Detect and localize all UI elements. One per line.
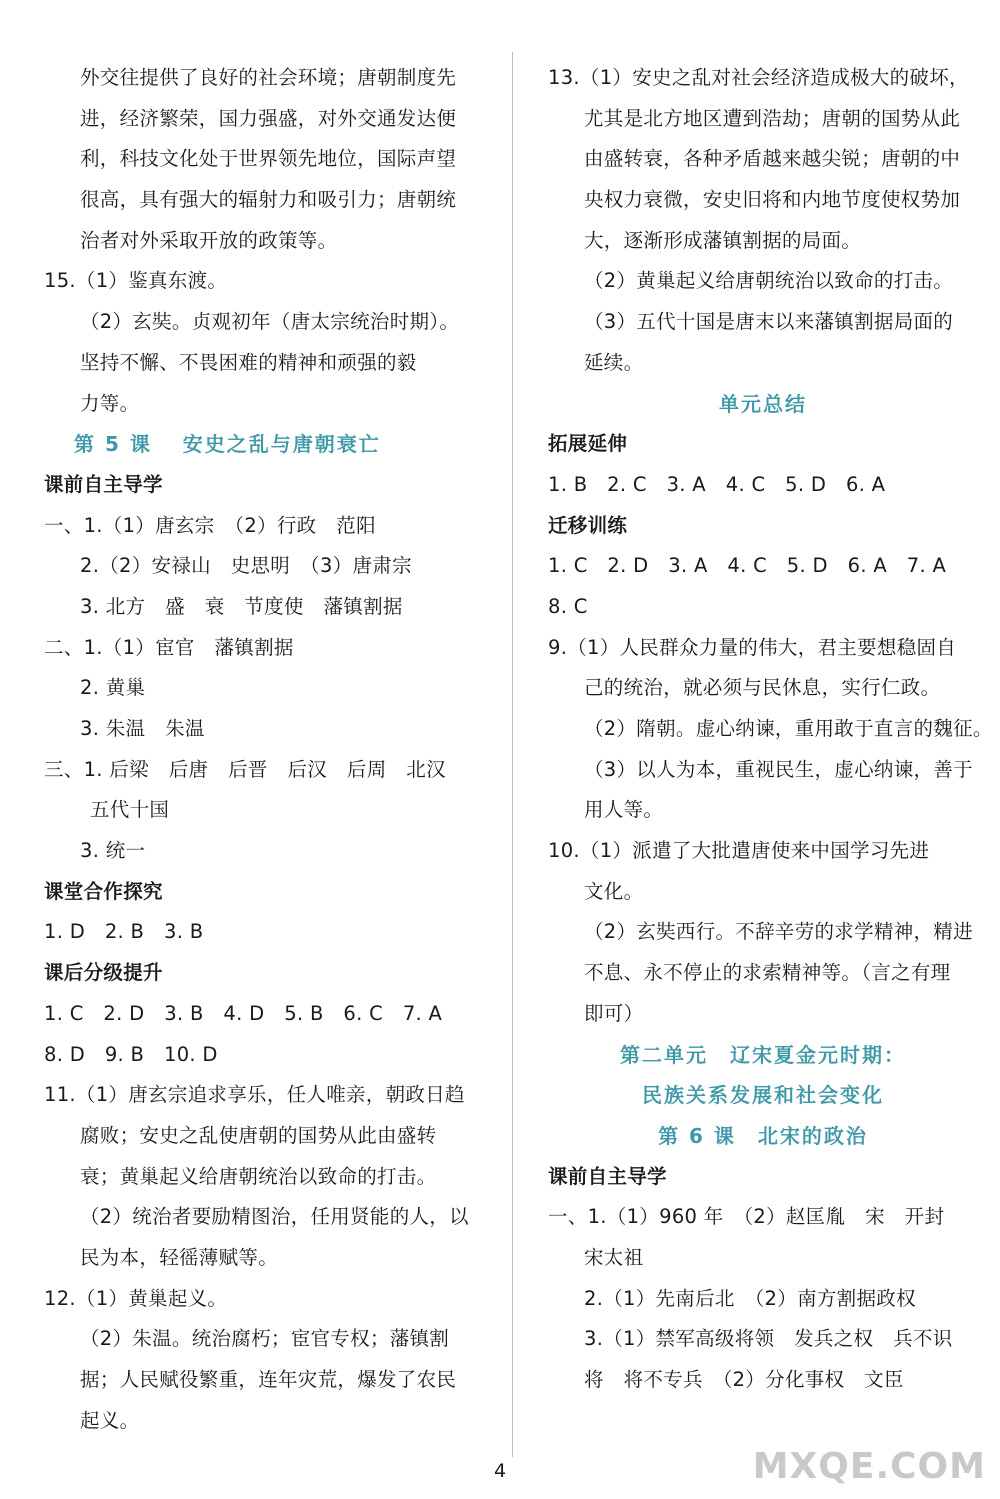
left_column-line: 3. 北方 盛 衰 节度使 藩镇割据 (80, 594, 403, 618)
left_column-line: 治者对外采取开放的政策等。 (80, 228, 338, 252)
left_column-line: 据；人民赋役繁重，连年灾荒，爆发了农民 (80, 1368, 457, 1391)
right_column-line: （3）以人为本，重视民生，虚心纳谏，善于 (584, 757, 973, 781)
left_column-line: 第 5 课 安史之乱与唐朝衰亡 (74, 432, 381, 457)
left_column-line: 1. C 2. D 3. B 4. D 5. B 6. C 7. A (44, 1001, 443, 1025)
right_column-line: 文化。 (584, 879, 644, 903)
right_column-line: 13.（1）安史之乱对社会经济造成极大的破坏， (548, 66, 969, 89)
left_column-line: 2.（2）安禄山 史思明 （3）唐肃宗 (80, 554, 412, 578)
right_column-line: 第二单元 辽宋夏金元时期： (620, 1042, 906, 1067)
left_column-line: （2）朱温。统治腐朽；宦官专权；藩镇割 (80, 1327, 450, 1351)
left_column-line: 很高，具有强大的辐射力和吸引力；唐朝统 (80, 188, 457, 212)
right_column-line: 延续。 (584, 350, 644, 374)
right_column-line: 拓展延伸 (548, 432, 628, 456)
left_column-line: 2. 黄巢 (80, 676, 146, 700)
left_column-line: 课堂合作探究 (44, 879, 163, 903)
page-number: 4 (493, 1460, 507, 1482)
right_column-line: 10.（1）派遣了大批遣唐使来中国学习先进 (548, 839, 930, 863)
right_column-line: 由盛转衰，各种矛盾越来越尖锐；唐朝的中 (584, 147, 961, 171)
right_column-line: 2.（1）先南后北 （2）南方割据政权 (584, 1286, 916, 1310)
right_column-line: 用人等。 (584, 798, 664, 822)
left_column-line: 进，经济繁荣，国力强盛，对外交通发达便 (80, 106, 457, 130)
right_column-line: 单元总结 (719, 391, 807, 416)
left_column-line: 二、1.（1）宦官 藩镇割据 (44, 635, 294, 659)
right_column-line: 第 6 课 北宋的政治 (658, 1123, 868, 1148)
right_column-line: 央权力衰微，安史旧将和内地节度使权势加 (584, 188, 961, 212)
left_column-line: 衰；黄巢起义给唐朝统治以致命的打击。 (80, 1164, 437, 1188)
right_column-line: 一、1.（1）960 年 （2）赵匡胤 宋 开封 (548, 1205, 945, 1229)
column-divider (512, 52, 513, 1457)
right_column-line: 1. C 2. D 3. A 4. C 5. D 6. A 7. A (548, 554, 947, 578)
left_column-line: 一、1.（1）唐玄宗 （2）行政 范阳 (44, 513, 376, 537)
right_column-line: 9.（1）人民群众力量的伟大，君主要想稳固自 (548, 635, 957, 659)
right_column-line: 8. C (548, 594, 588, 618)
left_column-line: 力等。 (80, 391, 140, 415)
right_column-line: 课前自主导学 (548, 1164, 667, 1188)
right_column-line: 迁移训练 (548, 513, 628, 537)
right_column-line: 宋太祖 (584, 1245, 644, 1269)
left_column-line: 利，科技文化处于世界领先地位，国际声望 (80, 147, 457, 171)
left_column-line: 民为本，轻徭薄赋等。 (80, 1245, 279, 1269)
left_column-line: 课后分级提升 (44, 961, 163, 985)
left_column-line: （2）统治者要励精图治，任用贤能的人，以 (80, 1205, 469, 1229)
left_column-line: 坚持不懈、不畏困难的精神和顽强的毅 (80, 350, 417, 374)
right_column-line: 尤其是北方地区遭到浩劫；唐朝的国势从此 (584, 106, 961, 130)
right_column-line: 民族关系发展和社会变化 (642, 1083, 884, 1108)
right_column-line: 将 将不专兵 （2）分化事权 文臣 (584, 1368, 904, 1391)
right_column-line: （2）玄奘西行。不辞辛劳的求学精神，精进 (584, 920, 973, 944)
left_column-line: 五代十国 (90, 798, 170, 822)
watermark: MXQE.COM (752, 1446, 986, 1487)
right_column-line: （2）隋朝。虚心纳谏，重用敢于直言的魏征。 (584, 717, 993, 740)
left_column-line: 课前自主导学 (44, 472, 163, 496)
left_column-line: 1. D 2. B 3. B (44, 920, 204, 944)
left_column-line: 三、1. 后梁 后唐 后晋 后汉 后周 北汉 (44, 757, 446, 781)
left_column-line: 15.（1）鉴真东渡。 (44, 269, 228, 293)
right_column-line: 大，逐渐形成藩镇割据的局面。 (584, 228, 862, 252)
right_column-line: （2）黄巢起义给唐朝统治以致命的打击。 (584, 269, 954, 293)
left_column-line: 11.（1）唐玄宗追求享乐，任人唯亲，朝政日趋 (44, 1083, 465, 1107)
left_column-line: 8. D 9. B 10. D (44, 1042, 218, 1066)
right-column (548, 58, 993, 1401)
left_column-line: 外交往提供了良好的社会环境；唐朝制度先 (80, 66, 457, 89)
left-column (44, 58, 492, 1441)
left_column-line: 3. 朱温 朱温 (80, 717, 205, 740)
right_column-line: 即可） (584, 1001, 644, 1025)
left_column-line: 起义。 (80, 1408, 140, 1432)
left_column-line: 腐败；安史之乱使唐朝的国势从此由盛转 (80, 1123, 437, 1147)
right_column-line: 不息、永不停止的求索精神等。（言之有理 (584, 961, 951, 985)
right_column-line: 己的统治，就必须与民休息，实行仁政。 (584, 676, 941, 700)
left_column-line: （2）玄奘。贞观初年（唐太宗统治时期）。 (80, 310, 460, 334)
right_column-line: （3）五代十国是唐末以来藩镇割据局面的 (584, 310, 954, 334)
right_column-line: 3.（1）禁军高级将领 发兵之权 兵不识 (584, 1327, 953, 1351)
left_column-line: 12.（1）黄巢起义。 (44, 1286, 228, 1310)
left_column-line: 3. 统一 (80, 839, 146, 863)
right_column-line: 1. B 2. C 3. A 4. C 5. D 6. A (548, 472, 886, 496)
